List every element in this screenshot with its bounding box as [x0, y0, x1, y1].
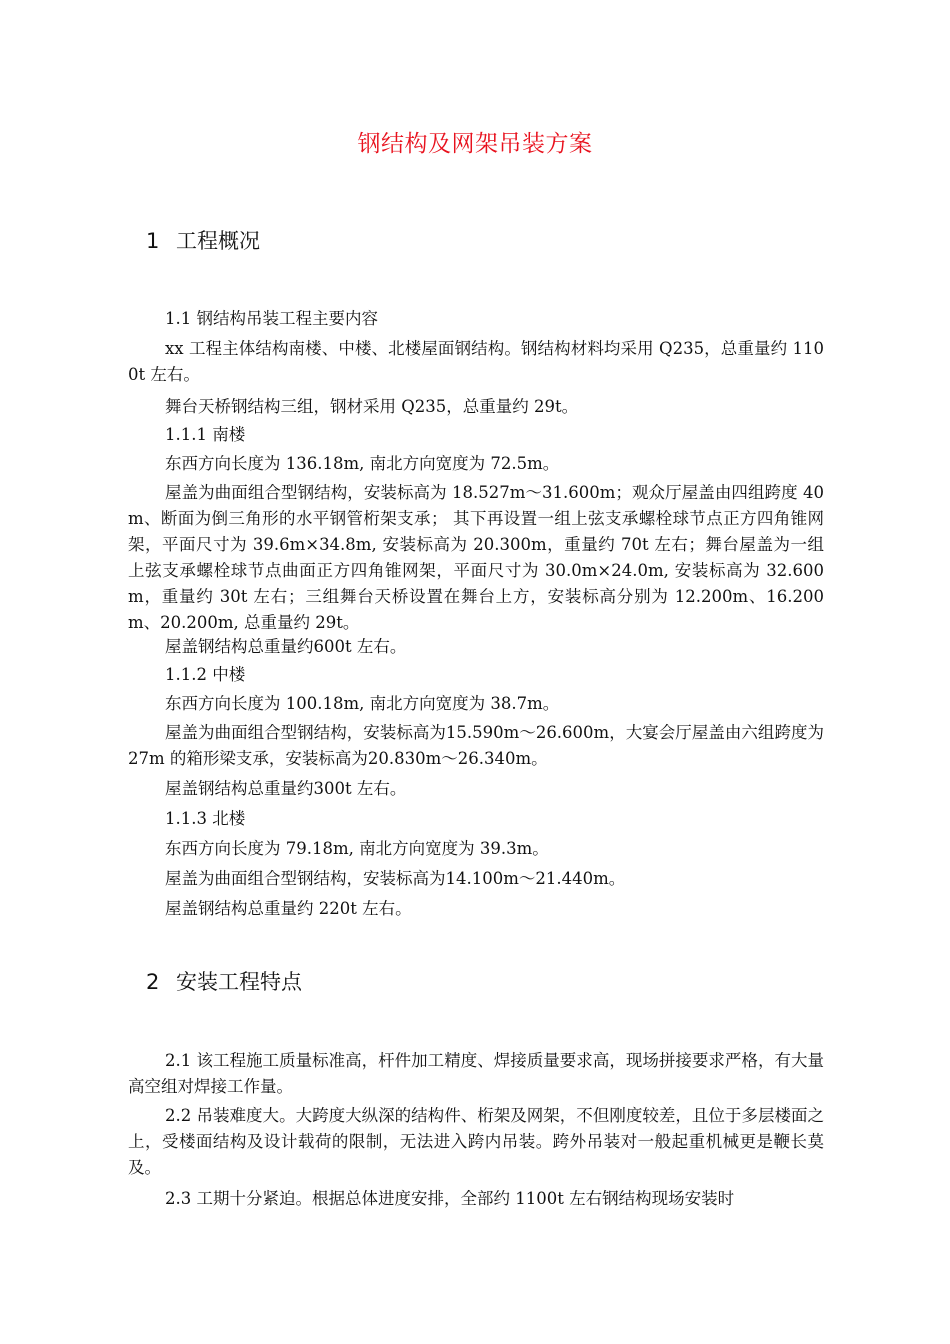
paragraph: 舞台天桥钢结构三组，钢材采用 Q235，总重量约 29t。 [165, 397, 579, 416]
section-number: 2 [146, 970, 160, 994]
paragraph: 屋盖为曲面组合型钢结构，安装标高为15.590m～26.600m，大宴会厅屋盖由六组跨度为 27m 的箱形梁支承，安装标高为20.830m～26.340m。 [128, 723, 824, 768]
paragraph: 东西方向长度为 136.18m, 南北方向宽度为 72.5m。 [165, 454, 560, 473]
paragraph: 屋盖钢结构总重量约 220t 左右。 [165, 899, 412, 918]
section-heading-2 [146, 967, 302, 997]
paragraph: 东西方向长度为 79.18m, 南北方向宽度为 39.3m。 [165, 839, 549, 858]
paragraph: 2.1 该工程施工质量标准高，杆件加工精度、焊接质量要求高，现场拼接要求严格，有大量高空组对焊接工作量。 [128, 1051, 824, 1096]
subsection-heading: 1.1.1 南楼 [165, 425, 246, 444]
section-number: 1 [146, 229, 160, 253]
paragraph: xx 工程主体结构南楼、中楼、北楼屋面钢结构。钢结构材料均采用 Q235，总重量约 1100t 左右。 [128, 339, 824, 384]
paragraph: 2.3 工期十分紧迫。根据总体进度安排，全部约 1100t 左右钢结构现场安装时 [165, 1189, 735, 1208]
paragraph: 东西方向长度为 100.18m, 南北方向宽度为 38.7m。 [165, 694, 560, 713]
document-title: 钢结构及网架吊装方案 [357, 131, 593, 157]
section-title: 工程概况 [176, 229, 260, 253]
paragraph: 屋盖为曲面组合型钢结构，安装标高为 18.527m～31.600m；观众厅屋盖由四组跨度 40m、断面为倒三角形的水平钢管桁架支承； 其下再设置一组上弦支承螺栓球节点正方四角锥网架，平面尺寸为 39.6m×34.8m, 安装标高为 20.300m，重量约 70t 左右；舞台屋盖为一组上弦支承螺栓球节点曲面正方四角锥网架，平面尺寸为 30.0m×24.0m, 安装标高为 32.600m，重量约 30t 左右；三组舞台天桥设置在舞台上方，安装标高分别为 12.200m、16.200m、20.200m, 总重量约 29t。 [128, 483, 824, 632]
paragraph: 屋盖为曲面组合型钢结构，安装标高为14.100m～21.440m。 [165, 869, 626, 888]
section-heading-1 [146, 226, 260, 256]
subsection-heading: 1.1 钢结构吊装工程主要内容 [165, 309, 378, 328]
subsection-heading: 1.1.2 中楼 [165, 665, 246, 684]
paragraph: 屋盖钢结构总重量约300t 左右。 [165, 779, 407, 798]
paragraph: 屋盖钢结构总重量约600t 左右。 [165, 637, 407, 656]
section-title: 安装工程特点 [176, 970, 302, 994]
subsection-heading: 1.1.3 北楼 [165, 809, 246, 828]
paragraph: 2.2 吊装难度大。大跨度大纵深的结构件、桁架及网架，不但刚度较差，且位于多层楼面之上，受楼面结构及设计载荷的限制，无法进入跨内吊装。跨外吊装对一般起重机械更是鞭长莫及。 [128, 1106, 824, 1177]
